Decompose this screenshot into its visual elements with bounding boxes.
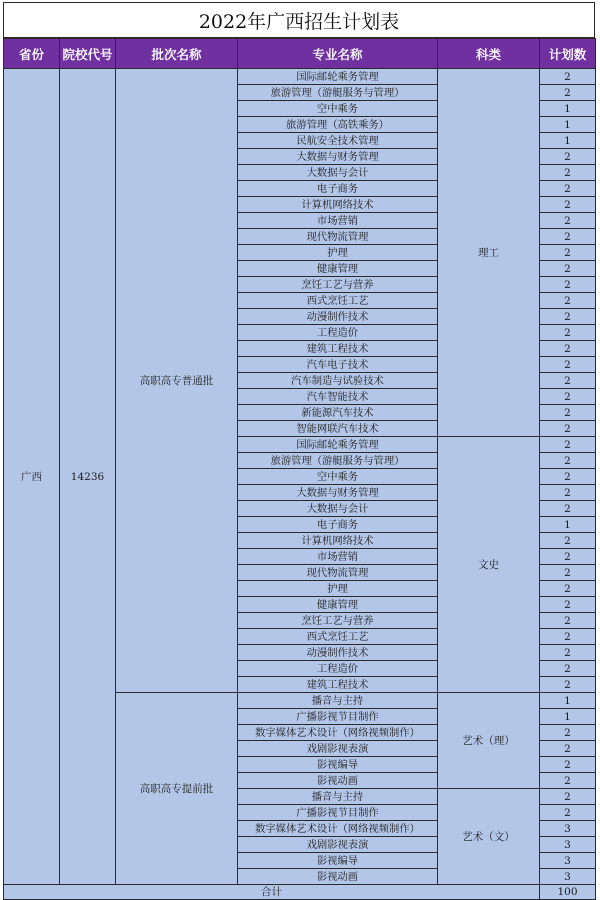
major-cell: 新能源汽车技术	[238, 405, 438, 421]
major-cell: 现代物流管理	[238, 229, 438, 245]
plan-cell: 2	[540, 405, 596, 421]
major-cell: 市场营销	[238, 549, 438, 565]
plan-cell: 2	[540, 485, 596, 501]
plan-cell: 2	[540, 389, 596, 405]
header-category: 科类	[438, 39, 540, 69]
plan-cell: 2	[540, 261, 596, 277]
major-cell: 计算机网络技术	[238, 533, 438, 549]
major-cell: 工程造价	[238, 661, 438, 677]
plan-cell: 3	[540, 821, 596, 837]
plan-cell: 1	[540, 693, 596, 709]
major-cell: 烹饪工艺与营养	[238, 613, 438, 629]
batch-cell: 高职高专提前批	[116, 693, 238, 885]
major-cell: 空中乘务	[238, 101, 438, 117]
major-cell: 大数据与会计	[238, 165, 438, 181]
plan-cell: 1	[540, 117, 596, 133]
category-cell: 艺术（文）	[438, 789, 540, 885]
major-cell: 数字媒体艺术设计（网络视频制作）	[238, 821, 438, 837]
major-cell: 民航安全技术管理	[238, 133, 438, 149]
plan-cell: 2	[540, 213, 596, 229]
plan-cell: 2	[540, 661, 596, 677]
batch-cell: 高职高专普通批	[116, 69, 238, 693]
major-cell: 动漫制作技术	[238, 645, 438, 661]
plan-cell: 1	[540, 709, 596, 725]
category-cell: 文史	[438, 437, 540, 693]
header-batch: 批次名称	[116, 39, 238, 69]
major-cell: 影视编导	[238, 757, 438, 773]
major-cell: 汽车电子技术	[238, 357, 438, 373]
major-cell: 国际邮轮乘务管理	[238, 69, 438, 85]
plan-cell: 2	[540, 645, 596, 661]
plan-cell: 2	[540, 325, 596, 341]
plan-cell: 2	[540, 597, 596, 613]
major-cell: 广播影视节目制作	[238, 709, 438, 725]
major-cell: 旅游管理（高铁乘务）	[238, 117, 438, 133]
plan-cell: 2	[540, 533, 596, 549]
plan-cell: 2	[540, 725, 596, 741]
plan-cell: 2	[540, 613, 596, 629]
plan-cell: 2	[540, 149, 596, 165]
major-cell: 西式烹饪工艺	[238, 293, 438, 309]
plan-cell: 2	[540, 741, 596, 757]
total-value: 100	[540, 885, 596, 900]
total-label: 合计	[4, 885, 540, 900]
major-cell: 现代物流管理	[238, 565, 438, 581]
header-plan: 计划数	[540, 39, 596, 69]
plan-cell: 2	[540, 453, 596, 469]
total-row	[4, 885, 596, 900]
header-row	[4, 39, 596, 69]
plan-cell: 2	[540, 309, 596, 325]
major-cell: 广播影视节目制作	[238, 805, 438, 821]
plan-cell: 2	[540, 805, 596, 821]
plan-cell: 2	[540, 421, 596, 437]
plan-cell: 2	[540, 773, 596, 789]
major-cell: 烹饪工艺与营养	[238, 277, 438, 293]
major-cell: 大数据与财务管理	[238, 149, 438, 165]
plan-cell: 2	[540, 677, 596, 693]
major-cell: 旅游管理（游艇服务与管理）	[238, 85, 438, 101]
table-body	[4, 69, 596, 900]
major-cell: 动漫制作技术	[238, 309, 438, 325]
plan-cell: 2	[540, 357, 596, 373]
plan-cell: 2	[540, 341, 596, 357]
plan-cell: 2	[540, 437, 596, 453]
major-cell: 电子商务	[238, 517, 438, 533]
plan-cell: 1	[540, 517, 596, 533]
major-cell: 数字媒体艺术设计（网络视频制作）	[238, 725, 438, 741]
plan-cell: 2	[540, 565, 596, 581]
plan-cell: 1	[540, 133, 596, 149]
plan-cell: 2	[540, 69, 596, 85]
plan-cell: 2	[540, 629, 596, 645]
header-province: 省份	[4, 39, 60, 69]
school-code-cell: 14236	[60, 69, 116, 885]
plan-cell: 2	[540, 789, 596, 805]
plan-cell: 2	[540, 501, 596, 517]
major-cell: 旅游管理（游艇服务与管理）	[238, 453, 438, 469]
plan-cell: 3	[540, 869, 596, 885]
major-cell: 汽车制造与试验技术	[238, 373, 438, 389]
major-cell: 空中乘务	[238, 469, 438, 485]
major-cell: 护理	[238, 245, 438, 261]
major-cell: 护理	[238, 581, 438, 597]
plan-cell: 2	[540, 549, 596, 565]
enrollment-plan-table	[3, 38, 596, 900]
plan-cell: 2	[540, 197, 596, 213]
plan-cell: 2	[540, 277, 596, 293]
province-cell: 广西	[4, 69, 60, 885]
major-cell: 西式烹饪工艺	[238, 629, 438, 645]
major-cell: 大数据与会计	[238, 501, 438, 517]
major-cell: 影视编导	[238, 853, 438, 869]
major-cell: 健康管理	[238, 597, 438, 613]
major-cell: 汽车智能技术	[238, 389, 438, 405]
page-title: 2022年广西招生计划表	[3, 2, 595, 38]
plan-cell: 2	[540, 373, 596, 389]
header-major: 专业名称	[238, 39, 438, 69]
table-row	[4, 69, 596, 85]
major-cell: 建筑工程技术	[238, 341, 438, 357]
major-cell: 电子商务	[238, 181, 438, 197]
plan-cell: 2	[540, 469, 596, 485]
major-cell: 工程造价	[238, 325, 438, 341]
plan-cell: 2	[540, 245, 596, 261]
plan-cell: 2	[540, 581, 596, 597]
plan-cell: 2	[540, 293, 596, 309]
major-cell: 国际邮轮乘务管理	[238, 437, 438, 453]
major-cell: 播音与主持	[238, 693, 438, 709]
header-school-code: 院校代号	[60, 39, 116, 69]
plan-cell: 3	[540, 837, 596, 853]
plan-cell: 2	[540, 181, 596, 197]
major-cell: 戏剧影视表演	[238, 837, 438, 853]
major-cell: 戏剧影视表演	[238, 741, 438, 757]
major-cell: 播音与主持	[238, 789, 438, 805]
category-cell: 理工	[438, 69, 540, 437]
major-cell: 健康管理	[238, 261, 438, 277]
plan-cell: 2	[540, 85, 596, 101]
major-cell: 市场营销	[238, 213, 438, 229]
major-cell: 计算机网络技术	[238, 197, 438, 213]
plan-cell: 2	[540, 165, 596, 181]
plan-cell: 2	[540, 757, 596, 773]
major-cell: 大数据与财务管理	[238, 485, 438, 501]
major-cell: 智能网联汽车技术	[238, 421, 438, 437]
plan-cell: 1	[540, 101, 596, 117]
major-cell: 建筑工程技术	[238, 677, 438, 693]
plan-cell: 3	[540, 853, 596, 869]
plan-cell: 2	[540, 229, 596, 245]
major-cell: 影视动画	[238, 869, 438, 885]
major-cell: 影视动画	[238, 773, 438, 789]
category-cell: 艺术（理）	[438, 693, 540, 789]
